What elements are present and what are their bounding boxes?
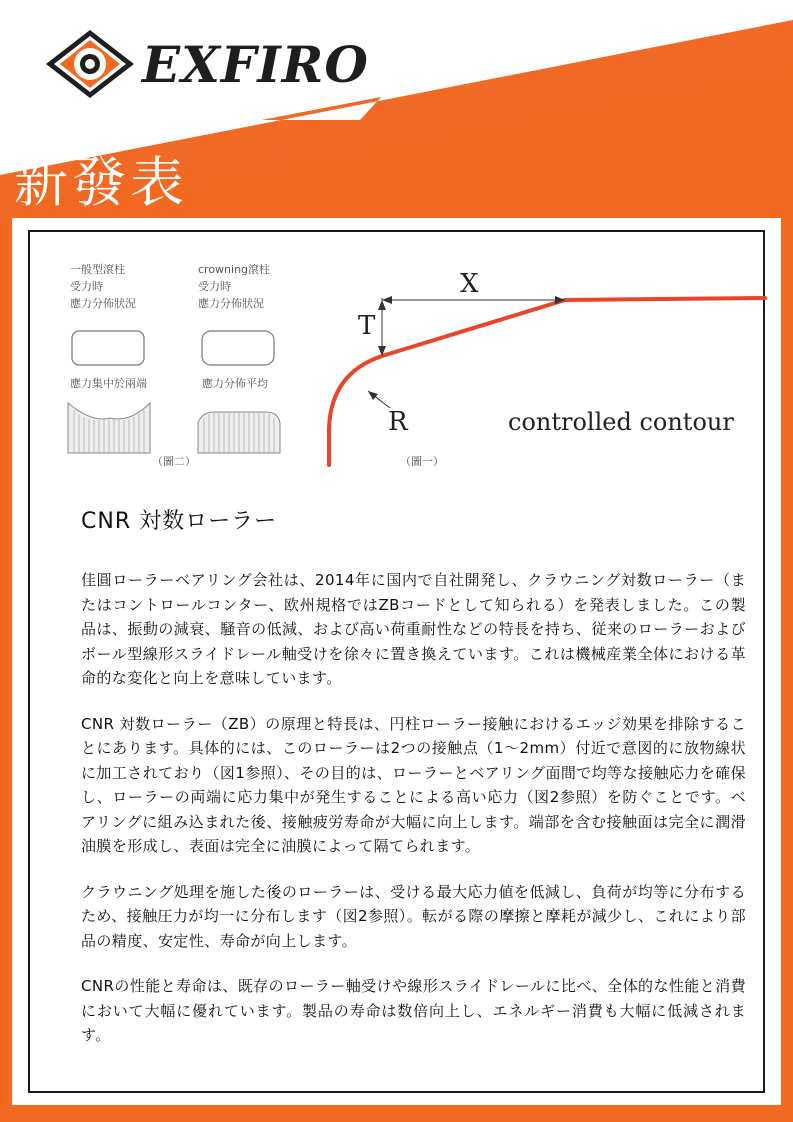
- fig1-label: （圖一）: [400, 455, 444, 468]
- article-title: CNR 対数ローラー: [81, 509, 278, 534]
- crowning-roller-shape: [202, 331, 274, 365]
- paragraph-1: 佳圓ローラーベアリング会社は、2014年に国内で自社開発し、クラウニング対数ローラー（またはコントロールコンター、欧州規格ではZBコードとして知られる）を発表しました。この製品は、振動の減衰、騒音の低減、および高い荷重耐性などの特長を持ち、従来のローラーおよびボール型線形スライドレール軸受けを徐々に置き換えています。これは機械産業全体における革命的な変化と向上を意味しています。: [81, 571, 746, 687]
- paragraph-2: CNR 対数ローラー（ZB）の原理と特長は、円柱ローラー接触におけるエッジ効果を排除することにあります。具体的には、このローラーは2つの接触点（1～2mm）付近で意図的に放物線状に加工されており（図1参照）、その目的は、ローラーとベアリング面間で均等な接触応力を確保し、ローラーの両端に応力集中が発生することによる高い応力（図2参照）を防ぐことです。ベアリングに組み込まれた後、接触疲労寿命が大幅に向上します。端部を含む接触面は完全に潤滑油膜を形成し、表面は完全に油膜によって隔てられます。: [81, 714, 746, 855]
- left-label-3: 應力分佈狀況: [70, 297, 136, 310]
- article-body: [81, 568, 746, 1069]
- left-label-1: 一般型滾柱: [70, 263, 125, 276]
- dim-x-label: X: [460, 269, 479, 299]
- roller-diagram: [12, 218, 781, 478]
- right-label-2: 受力時: [198, 280, 231, 293]
- paragraph-4: CNRの性能と寿命は、既存のローラー軸受けや線形スライドレールに比べ、全体的な性能と消費において大幅に優れています。製品の寿命は数倍向上し、エネルギー消費も大幅に低減されます。: [81, 977, 746, 1044]
- left-label-2: 受力時: [70, 280, 103, 293]
- fig2-label: （圖二）: [152, 455, 196, 468]
- dim-x-arrow-left: [382, 296, 392, 304]
- brand-name: EXFIRO: [142, 34, 369, 94]
- contour-curve: [329, 298, 765, 465]
- right-label-1: crowning滾柱: [198, 263, 271, 276]
- dim-t-label: T: [358, 311, 376, 341]
- content-panel: [12, 218, 781, 1105]
- standard-roller-shape: [72, 331, 144, 365]
- left-caption: 應力集中於兩端: [70, 377, 147, 390]
- banner-title: 新發表: [14, 151, 188, 214]
- brand-logo: [44, 28, 369, 100]
- paragraph-3: クラウニング処理を施した後のローラーは、受ける最大応力値を低減し、負荷が均等に分布するため、接触圧力が均一に分布します（図2参照）。転がる際の摩擦と摩耗が減少し、これにより部品の精度、安定性、寿命が向上します。: [81, 882, 746, 950]
- right-caption: 應力分佈平均: [202, 377, 268, 390]
- contour-label: controlled contour: [508, 408, 734, 436]
- right-label-3: 應力分佈狀況: [198, 297, 264, 310]
- dim-r-arrow: [368, 391, 378, 400]
- dim-r-label: R: [388, 407, 408, 437]
- exfiro-logo-icon: [44, 28, 136, 100]
- dim-t-arrow-top: [378, 300, 386, 310]
